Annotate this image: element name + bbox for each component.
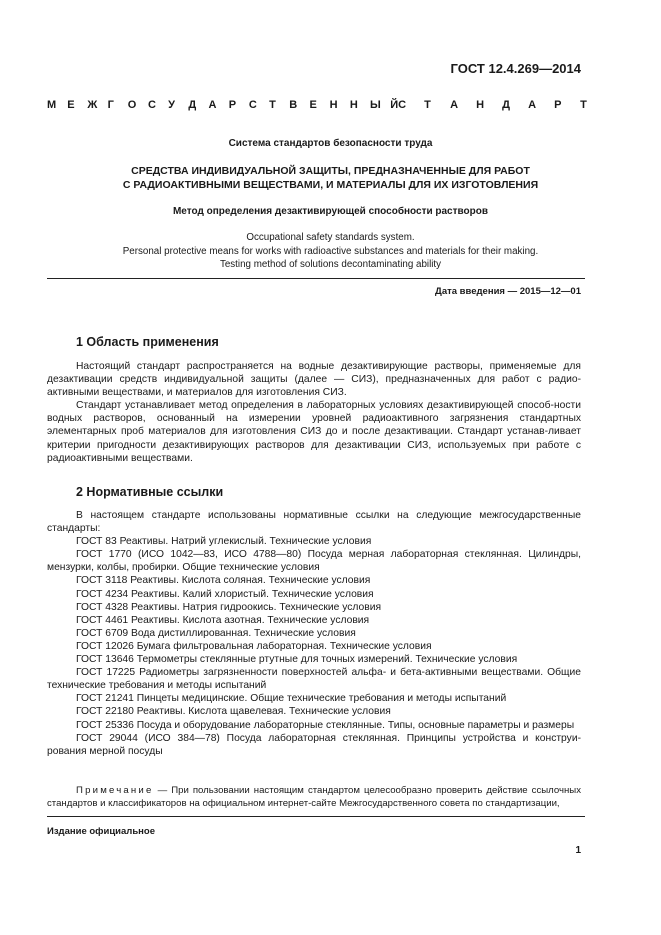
banner-letter: Т	[580, 99, 587, 111]
interstate-standard-banner	[47, 99, 585, 111]
reference-item: ГОСТ 17225 Радиометры загрязненности поверхностей альфа- и бета-активными веществами. Общие технические требования и методы испытаний	[47, 667, 581, 692]
banner-letter: Г	[107, 99, 114, 111]
banner-letter: С	[398, 99, 407, 111]
banner-letter: А	[208, 99, 217, 111]
reference-item: ГОСТ 6709 Вода дистиллированная. Технические условия	[76, 627, 356, 639]
banner-letter: У	[168, 99, 175, 111]
banner-letter: Т	[424, 99, 431, 111]
standards-series: Система стандартов безопасности труда	[228, 138, 433, 149]
banner-word-interstate	[47, 99, 398, 111]
title-line: С РАДИОАКТИВНЫМИ ВЕЩЕСТВАМИ, И МАТЕРИАЛЫ ДЛЯ ИХ ИЗГОТОВЛЕНИЯ	[122, 179, 539, 191]
introduction-date: Дата введения — 2015—12—01	[435, 286, 581, 297]
divider	[47, 278, 585, 279]
banner-word-standard	[398, 99, 587, 111]
banner-letter: А	[450, 99, 459, 111]
reference-item: ГОСТ 12026 Бумага фильтровальная лабораторная. Технические условия	[76, 640, 432, 652]
note-block	[47, 784, 581, 810]
banner-letter: М	[47, 99, 57, 111]
reference-item: ГОСТ 4234 Реактивы. Калий хлористый. Технические условия	[76, 588, 374, 600]
reference-item: ГОСТ 4328 Реактивы. Натрия гидроокись. Технические условия	[76, 601, 382, 613]
banner-letter: А	[528, 99, 537, 111]
banner-letter: Д	[502, 99, 510, 111]
page-number: 1	[575, 845, 581, 856]
banner-letter: Д	[188, 99, 197, 111]
reference-item: ГОСТ 25336 Посуда и оборудование лабораторные стеклянные. Типы, основные параметры и размеры	[76, 719, 575, 731]
banner-letter: Н	[349, 99, 358, 111]
reference-item: ГОСТ 1770 (ИСО 1042—83, ИСО 4788—80) Посуда мерная лабораторная стеклянная. Цилиндры, мензурки, колбы, пробирки. Общие технические условия	[47, 549, 581, 574]
document-title	[47, 164, 614, 192]
method-subtitle: Метод определения дезактивирующей способности растворов	[172, 206, 489, 217]
reference-item: ГОСТ 29044 (ИСО 384—78) Посуда лабораторная стеклянная. Принципы устройства и конструи-рования мерной посуды	[47, 732, 581, 757]
official-edition-label: Издание официальное	[47, 826, 155, 837]
section-heading: 2 Нормативные ссылки	[76, 485, 224, 499]
english-title	[47, 231, 614, 272]
banner-letter: Р	[554, 99, 562, 111]
reference-item: ГОСТ 4461 Реактивы. Кислота азотная. Технические условия	[76, 614, 370, 626]
note-label: Примечание	[76, 785, 154, 796]
title-line: СРЕДСТВА ИНДИВИДУАЛЬНОЙ ЗАЩИТЫ, ПРЕДНАЗНАЧЕННЫЕ ДЛЯ РАБОТ	[131, 165, 530, 177]
paragraph: Стандарт устанавливает метод определения в лабораторных условиях дезактивирующей способ-ности водных растворов, основанный на измерении уровней радиоактивного загрязнения стандартных элементарных проб материалов для изготовления СИЗ до и после дезактивации. Стандарт устанав-ливает критерии пригодности дезактивирующих растворов для дезактивации СИЗ, используемых при работе с радиоактивными веществами.	[47, 400, 581, 464]
banner-letter: Ж	[87, 99, 98, 111]
banner-letter: О	[127, 99, 137, 111]
banner-letter: Ы	[370, 99, 381, 111]
paragraph: В настоящем стандарте использованы нормативные ссылки на следующие межгосударственные стандарты:	[47, 510, 581, 535]
english-title-line: Occupational safety standards system.	[246, 232, 415, 243]
paragraph: Настоящий стандарт распространяется на водные дезактивирующие растворы, применяемые для дезактивации средств индивидуальной защиты (далее — СИЗ), предназначенных для работ с радио-активными веществами, и материалов для изготовления СИЗ.	[47, 361, 581, 399]
banner-letter: Р	[228, 99, 237, 111]
banner-letter: Н	[476, 99, 485, 111]
banner-letter: С	[147, 99, 156, 111]
reference-item: ГОСТ 21241 Пинцеты медицинские. Общие технические требования и методы испытаний	[76, 693, 507, 705]
reference-item: ГОСТ 83 Реактивы. Натрий углекислый. Технические условия	[76, 536, 372, 548]
banner-letter: Й	[390, 99, 399, 111]
banner-letter: В	[289, 99, 298, 111]
banner-letter: С	[248, 99, 257, 111]
reference-item: ГОСТ 3118 Реактивы. Кислота соляная. Технические условия	[76, 575, 371, 587]
banner-letter: Е	[309, 99, 317, 111]
english-title-line: Testing method of solutions decontaminating ability	[219, 259, 442, 270]
section-heading: 1 Область применения	[76, 335, 219, 349]
section-1-body	[47, 360, 581, 465]
banner-letter: Н	[329, 99, 338, 111]
english-title-line: Personal protective means for works with radioactive substances and materials for their making.	[122, 245, 539, 257]
banner-letter: Е	[67, 99, 75, 111]
divider	[47, 816, 585, 817]
section-2-body	[47, 509, 581, 758]
banner-letter: Т	[269, 99, 276, 111]
note-text: — При пользовании настоящим стандартом целесообразно проверить действие ссылочных стандартов и классификаторов на официальном интернет-сайте Межгосударственного совета по стандартизации,	[47, 785, 581, 809]
note-paragraph	[47, 784, 581, 810]
document-code: ГОСТ 12.4.269—2014	[450, 61, 581, 76]
reference-item: ГОСТ 22180 Реактивы. Кислота щавелевая. Технические условия	[76, 706, 391, 718]
reference-item: ГОСТ 13646 Термометры стеклянные ртутные для точных измерений. Технические условия	[76, 654, 518, 666]
